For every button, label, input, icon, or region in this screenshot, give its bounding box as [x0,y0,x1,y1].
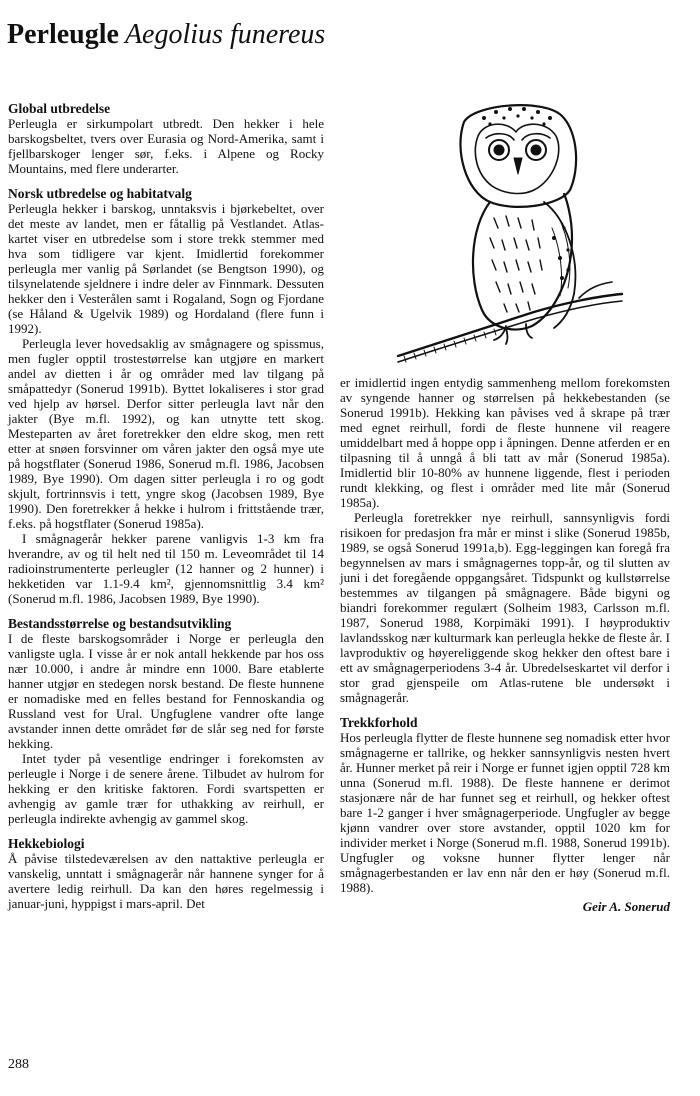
owl-drawing-icon [394,98,624,366]
paragraph: Perleugla hekker i barskog, unntaksvis i bjørkebeltet, over det meste av landet, men er fåtallig på Vestlandet. Atlas-kartet viser en utbredelse som i store trekk stemmer med hva som tidligere var kjent. Imidlertid forekommer perleugla mer vanlig på Sørlandet (se Bengtson 1990), og tilsynelatende sjeldnere i indre deler av Finnmark. Dessuten hekker den i Vesterålen samt i Rogaland, Sogn og Fjordane (se Håland & Ugelvik 1989) og Hordaland (flere funn i 1992). [8,201,324,336]
right-column [340,375,670,924]
paragraph: Perleugla foretrekker nye reirhull, sannsynligvis fordi risikoen for predasjon fra mår er minst i slike (Sonerud 1985b, 1989, se også Sonerud 1991a,b). Egg-leggingen kan foregå fra begynnelsen av mars i smågnagernes topp-år, og til slutten av juni i det foregående oppgangsåret. Tidspunkt og kullstørrelse bestemmes av tilgangen på smågnagere. Både bigyni og biandri forekommer regulært (Solheim 1983, Carlsson m.fl. 1987, Sonerud 1988, Korpimäki 1991). I høyproduktiv lavlandsskog nær kulturmark kan perleugla hekke de fleste år. I lavproduktiv og høyereliggende skog hekker den oftest bare i ett av smågnagerperiodens 3-4 år. Ubredelseskartet vil derfor i stor grad gjenspeile om Atlas-rutene ble undersøkt i smågnagerår. [340,510,670,705]
author-name: Geir A. Sonerud [582,899,670,914]
section-heading: Bestandsstørrelse og bestandsutvikling [8,616,232,631]
paragraph: Å påvise tilstedeværelsen av den nattaktive perleugla er vanskelig, unntatt i smågnagerår når hannene synger for å avertere ledig reirhull. Da kan den høres regelmessig i januar-juni, hyppigst i mars-april. Det [8,851,324,911]
left-column [8,101,324,921]
section-trekkforhold [340,715,670,914]
section-global-utbredelse [8,101,324,176]
page-title [7,18,325,52]
paragraph: Hos perleugla flytter de fleste hunnene seg nomadisk etter hvor smågnagerne er tallrike, og hekker sannsynligvis nesten hvert år. Hunner merket på reir i Norge er funnet igjen opptil 728 km unna (Sonerud m.fl. 1988). De fleste hannene er derimot stasjonære når de har funnet seg et reirhull, og hekker oftest bare 1-2 ganger i hver smågnagerperiode. Ungfugler av begge kjønn vandrer over store avstander, opptil 1020 km for individer merket i Norge (Sonerud m.fl. 1988, Sonerud 1991b). Ungfugler og voksne hunner flytter lenger når smågnagerbestanden er lav enn når den er høy (Sonerud m.fl. 1988). [340,730,670,895]
section-heading: Trekkforhold [340,715,418,730]
section-bestandsstorrelse [8,616,324,826]
section-heading: Global utbredelse [8,101,111,116]
paragraph: Intet tyder på vesentlige endringer i forekomsten av perleugle i Norge i de senere årene. Tilbudet av hulrom for hekking er den kritiske faktoren. Fordi svartspetten er avhengig av gamle trær for uthakking av reirhull, er perleugla indirekte avhengig av gammel skog. [8,751,324,826]
paragraph: I de fleste barskogsområder i Norge er perleugla den vanligste ugla. I visse år er nok antall hekkende par hos oss nær 10.000, i andre år mindre enn 1000. Bare etablerte hanner utgjør en stedegen norsk bestand. De fleste hunnene er nomadiske med en felles bestand for Fennoskandia og Russland vest for Ural. Ungfuglene vandrer ofte lange avstander innen dette området før de slår seg ned for første hekking. [8,631,324,751]
paragraph: I smågnagerår hekker parene vanligvis 1-3 km fra hverandre, av og til helt ned til 150 m. Leveområdet til 14 radioinstrumenterte perleugler (12 hanner og 2 hunner) i hekketiden var 1.1-9.4 km², gjennomsnittlig 3.4 km² (Sonerud m.fl. 1986, Jacobsen 1989, Bye 1990). [8,531,324,606]
species-latin-name: Aegolius funereus [124,19,326,50]
section-hekkebiologi [8,836,324,911]
paragraph: er imidlertid ingen entydig sammenheng mellom forekomsten av syngende hanner og størrelsen på hekkebestanden (se Sonerud 1991b). Hekking kan påvises ved å skrape på trær med egnet reirhull, fordi de fleste hunnene vil reagere umiddelbart med å hoppe opp i åpningen. Denne atferden er en tilpasning til å unngå å bli tatt av mår (Sonerud 1985a). Imidlertid blir 10-80% av hunnene liggende, flest i perioden rundt klekking, og flest i områder med lite mår (Sonerud 1985a). [340,375,670,510]
paragraph: Perleugla er sirkumpolart utbredt. Den hekker i hele barskogsbeltet, tvers over Eurasia og Nord-Amerika, samt i fjellbarskoger lenger sør, f.eks. i Alpene og Rocky Mountains, med flere underarter. [8,116,324,176]
paragraph: Perleugla lever hovedsaklig av smågnagere og spissmus, men fugler opptil trostestørrelse kan utgjøre en markert andel av dietten i år og områder med lav tilgang på småpattedyr (Sonerud 1991b). Byttet lokaliseres i stor grad ved hjelp av hørsel. Derfor sitter perleugla lavt når den jakter (Bye m.fl. 1992), og kan utnytte tett skog. Mesteparten av året foretrekker den eldre skog, men rett etter at snøen forsvinner om våren jakter den også mye ute på hogstflater (Sonerud 1986, Sonerud m.fl. 1986, Jacobsen 1989, Bye 1990). Om dagen sitter perleugla i ro og godt skjult, fortrinnsvis i tett, yngre skog (Jacobsen 1989, Bye 1990). Den foretrekker å hekke i hulrom i frittstående trær, f.eks. på hogstflater (Sonerud 1985a). [8,336,324,531]
section-heading: Norsk utbredelse og habitatvalg [8,186,192,201]
species-common-name: Perleugle [7,19,119,50]
section-hekkebiologi-continued [340,375,670,705]
page-number: 288 [8,1057,29,1072]
section-norsk-utbredelse [8,186,324,606]
section-heading: Hekkebiologi [8,836,85,851]
